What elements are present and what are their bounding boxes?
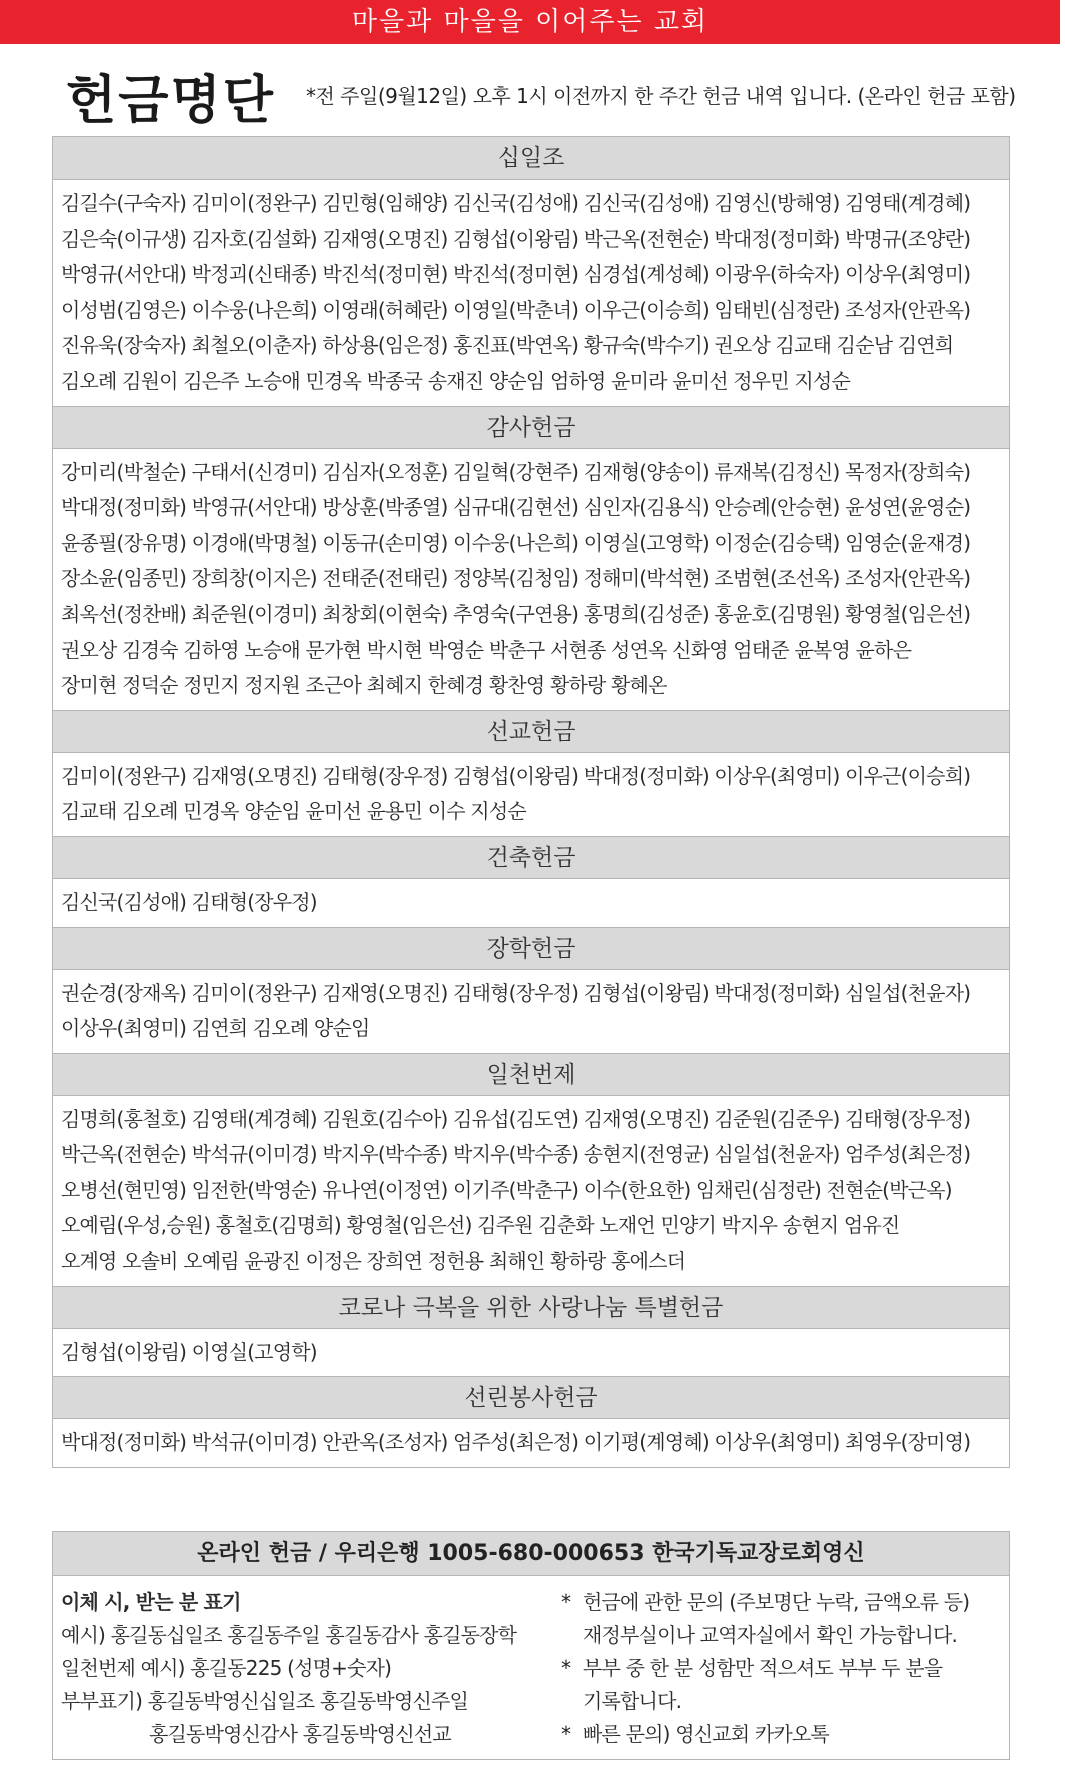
donor-line: 이성범(김영은) 이수웅(나은희) 이영래(허혜란) 이영일(박춘녀) 이우근(이승희) 임태빈(심정란) 조성자(안관옥) [61, 297, 971, 322]
transfer-example: 예시) 홍길동십일조 홍길동주일 홍길동감사 홍길동장학 [61, 1623, 517, 1647]
donor-line: 김명희(홍철호) 김영태(계경혜) 김원호(김수아) 김유섭(김도연) 김재영(오명진) 김준원(김준우) 김태형(장우정) [61, 1106, 971, 1131]
donor-line: 장미현 정덕순 정민지 정지원 조근아 최혜지 한혜경 황찬영 황하랑 황혜온 [61, 673, 667, 698]
donor-line: 박대정(정미화) 박석규(이미경) 안관옥(조성자) 엄주성(최은정) 이기평(계영혜) 이상우(최영미) 최영우(장미영) [61, 1430, 971, 1455]
donor-list [53, 878, 1009, 927]
donor-line: 오계영 오솔비 오예림 윤광진 이정은 장희연 정헌용 최해인 황하랑 홍에스더 [61, 1249, 686, 1274]
transfer-example: 홍길동박영신감사 홍길동박영신선교 [149, 1722, 451, 1746]
donor-line: 박대정(정미화) 박영규(서안대) 방상훈(박종열) 심규대(김현선) 심인자(김용식) 안승례(안승현) 윤성연(윤영순) [61, 495, 971, 520]
donor-list [53, 179, 1009, 406]
donor-line: 김형섭(이왕림) 이영실(고영학) [61, 1339, 317, 1364]
online-offering-box [52, 1531, 1010, 1760]
church-slogan-banner: 마을과 마을을 이어주는 교회 [0, 0, 1060, 44]
donor-line: 박영규(서안대) 박정괴(신태종) 박진석(정미현) 박진석(정미현) 심경섭(계성혜) 이광우(하숙자) 이상우(최영미) [61, 262, 971, 287]
inquiry-note [561, 1586, 1001, 1652]
donor-list [53, 1328, 1009, 1377]
inquiry-note-text: 빠른 문의) 영신교회 카카오톡 [583, 1722, 829, 1746]
transfer-example: 부부표기) 홍길동박영신십일조 홍길동박영신주일 [61, 1689, 469, 1713]
page-title: 헌금명단 [66, 70, 275, 131]
online-account-heading: 온라인 헌금 / 우리은행 1005-680-000653 한국기독교장로회영신 [53, 1532, 1009, 1576]
donor-line: 오예림(우성,승원) 홍철호(김명희) 황영철(임은선) 김주원 김춘화 노재언 민양기 박지우 송현지 엄유진 [61, 1213, 900, 1238]
offering-list [52, 136, 1010, 1468]
offering-section [53, 137, 1009, 406]
donor-line: 김미이(정완구) 김재영(오명진) 김태형(장우정) 김형섭(이왕림) 박대정(정미화) 이상우(최영미) 이우근(이승희) [61, 763, 971, 788]
section-title: 선린봉사헌금 [53, 1376, 1009, 1418]
donor-line: 권순경(장재옥) 김미이(정완구) 김재영(오명진) 김태형(장우정) 김형섭(이왕림) 박대정(정미화) 심일섭(천윤자) [61, 980, 971, 1005]
donor-line: 김오례 김원이 김은주 노승애 민경옥 박종국 송재진 양순임 엄하영 윤미라 윤미선 정우민 지성순 [61, 368, 850, 393]
donor-line: 이상우(최영미) 김연희 김오례 양순임 [61, 1016, 370, 1041]
section-title: 감사헌금 [53, 406, 1009, 448]
donor-line: 진유욱(장숙자) 최철오(이춘자) 하상용(임은정) 홍진표(박연옥) 황규숙(박수기) 권오상 김교태 김순남 김연희 [61, 333, 954, 358]
offering-section [53, 1376, 1009, 1467]
donor-line: 최옥선(정찬배) 최준원(이경미) 최창회(이현숙) 추영숙(구연용) 홍명희(김성준) 홍윤호(김명원) 황영철(임은선) [61, 601, 971, 626]
offering-section [53, 927, 1009, 1053]
transfer-instructions [61, 1586, 551, 1751]
section-title: 코로나 극복을 위한 사랑나눔 특별헌금 [53, 1286, 1009, 1328]
asterisk-icon: * [561, 1590, 571, 1614]
donor-list [53, 448, 1009, 710]
section-title: 장학헌금 [53, 927, 1009, 969]
donor-line: 김신국(김성애) 김태형(장우정) [61, 889, 317, 914]
donor-list [53, 1418, 1009, 1467]
period-note: *전 주일(9월12일) 오후 1시 이전까지 한 주간 헌금 내역 입니다. (온라인 헌금 포함) [306, 84, 1016, 108]
offering-section [53, 1286, 1009, 1377]
offering-section [53, 836, 1009, 927]
offering-section [53, 1053, 1009, 1286]
section-title: 건축헌금 [53, 836, 1009, 878]
inquiry-note-text: 부부 중 한 분 성함만 적으셔도 부부 두 분을 [583, 1656, 943, 1680]
asterisk-icon: * [561, 1722, 571, 1746]
inquiry-notes [561, 1586, 1001, 1751]
section-title: 일천번제 [53, 1053, 1009, 1095]
donor-line: 김은숙(이규생) 김자호(김설화) 김재영(오명진) 김형섭(이왕림) 박근옥(전현순) 박대정(정미화) 박명규(조양란) [61, 226, 971, 251]
donor-line: 장소윤(임종민) 장희창(이지은) 전태준(전태린) 정양복(김청임) 정해미(박석현) 조범현(조선옥) 조성자(안관옥) [61, 566, 971, 591]
donor-line: 박근옥(전현순) 박석규(이미경) 박지우(박수종) 박지우(박수종) 송현지(전영균) 심일섭(천윤자) 엄주성(최은정) [61, 1142, 971, 1167]
donor-list [53, 969, 1009, 1053]
donor-list [53, 1095, 1009, 1286]
transfer-title: 이체 시, 받는 분 표기 [61, 1590, 241, 1614]
inquiry-note-text: 기록합니다. [583, 1689, 682, 1713]
section-title: 십일조 [53, 137, 1009, 179]
inquiry-note-text: 헌금에 관한 문의 (주보명단 누락, 금액오류 등) [583, 1590, 970, 1614]
donor-line: 권오상 김경숙 김하영 노승애 문가현 박시현 박영순 박춘구 서현종 성연옥 신화영 엄태준 윤복영 윤하은 [61, 637, 912, 662]
donor-line: 강미리(박철순) 구태서(신경미) 김심자(오정훈) 김일혁(강현주) 김재형(양송이) 류재복(김정신) 목정자(장희숙) [61, 459, 971, 484]
donor-list [53, 752, 1009, 836]
inquiry-note [561, 1718, 1001, 1751]
offering-section [53, 710, 1009, 836]
asterisk-icon: * [561, 1656, 571, 1680]
donor-line: 김교태 김오례 민경옥 양순임 윤미선 윤용민 이수 지성순 [61, 799, 526, 824]
donor-line: 윤종필(장유명) 이경애(박명철) 이동규(손미영) 이수웅(나은희) 이영실(고영학) 이정순(김승택) 임영순(윤재경) [61, 530, 971, 555]
donor-line: 오병선(현민영) 임전한(박영순) 유나연(이정연) 이기주(박춘구) 이수(한요한) 임채린(심정란) 전현순(박근옥) [61, 1177, 952, 1202]
inquiry-note-text: 재정부실이나 교역자실에서 확인 가능합니다. [583, 1623, 958, 1647]
inquiry-note [561, 1652, 1001, 1718]
offering-section [53, 406, 1009, 710]
section-title: 선교헌금 [53, 710, 1009, 752]
transfer-example: 일천번제 예시) 홍길동225 (성명+숫자) [61, 1656, 392, 1680]
donor-line: 김길수(구숙자) 김미이(정완구) 김민형(임해양) 김신국(김성애) 김신국(김성애) 김영신(방해영) 김영태(계경혜) [61, 191, 971, 215]
